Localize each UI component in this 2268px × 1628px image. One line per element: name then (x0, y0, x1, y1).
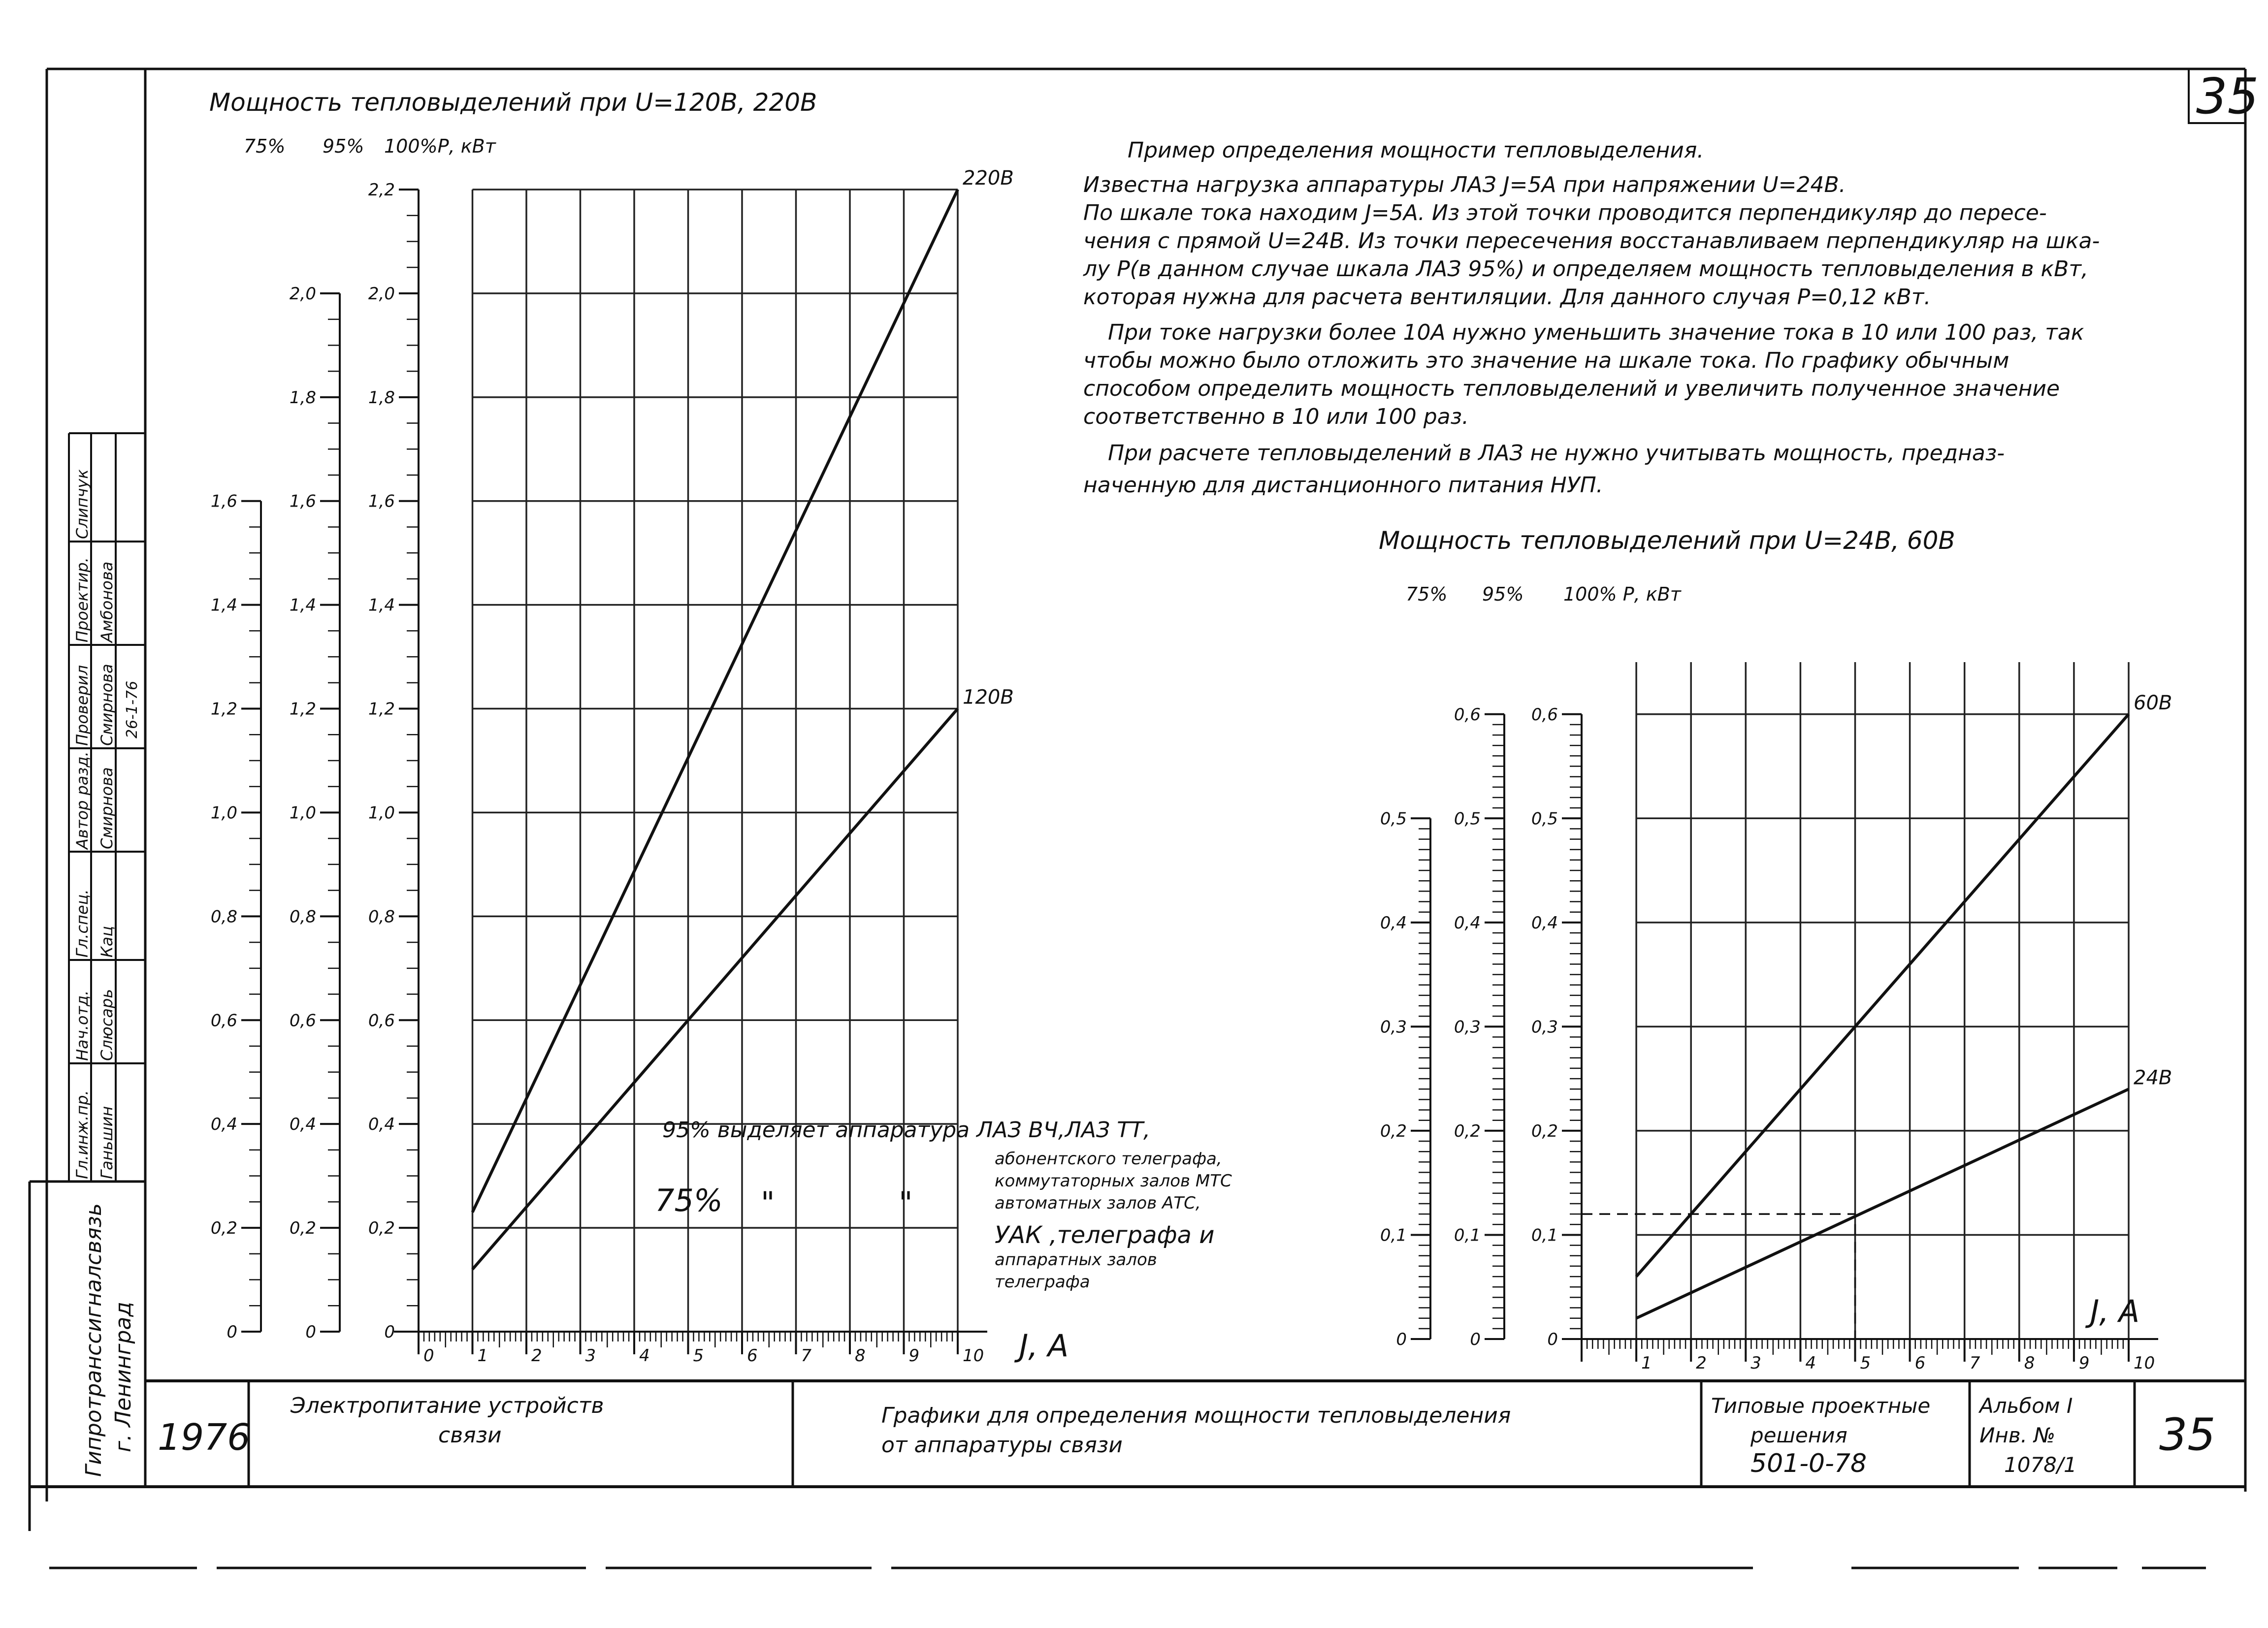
x-tick-label: 1 (1641, 1353, 1652, 1373)
scale-tick-label: 2,0 (368, 284, 395, 304)
stamp-description-line2: от аппаратуры связи (881, 1433, 1123, 1458)
x-tick-label: 1 (477, 1346, 488, 1366)
scale-tick-label: 1,8 (289, 387, 316, 408)
page-number: 35 (2196, 67, 2259, 125)
stamp-description-line1: Графики для определения мощности тепловыделения (881, 1403, 1511, 1428)
scale-tick-label: 0,8 (368, 907, 395, 927)
x-tick-label: 8 (2024, 1353, 2035, 1373)
left-scale-100-header: 100%Р, кВт (384, 135, 496, 157)
left-legend-line: аппаратных залов (995, 1250, 1157, 1270)
staff-role: Автор разд. (73, 751, 92, 849)
example-line: способом определить мощность тепловыделений и увеличить полученное значение (1083, 376, 2060, 401)
scale-tick-label: 0,3 (1380, 1017, 1407, 1037)
left-legend-line: телеграфа (995, 1272, 1090, 1292)
stamp-subject-line2: связи (438, 1423, 502, 1448)
scale-tick-label: 0,2 (210, 1218, 237, 1239)
scale-tick-label: 0,2 (1380, 1121, 1407, 1141)
example-line: чтобы можно было отложить это значение на шкале тока. По графику обычным (1083, 348, 2009, 373)
scale-tick-label: 0,1 (1531, 1225, 1558, 1245)
stamp-album-line3: 1078/1 (2004, 1453, 2077, 1477)
left-legend-line: абонентского телеграфа, (995, 1149, 1222, 1169)
scale-tick-label: 1,8 (368, 387, 395, 408)
scale-tick-label: 0,2 (289, 1218, 316, 1239)
left-legend-95: 95% выделяет аппаратура ЛАЗ ВЧ,ЛАЗ ТТ, (662, 1117, 1150, 1143)
x-tick-label: 4 (1805, 1353, 1816, 1373)
scale-tick-label: 0,4 (289, 1115, 316, 1135)
x-tick-label: 9 (908, 1346, 920, 1366)
example-line: чения с прямой U=24В. Из точки пересечения восстанавливаем перпендикуляр на шка- (1083, 228, 2100, 254)
scale-tick-label: 1,2 (210, 699, 237, 719)
x-tick-label: 5 (1860, 1353, 1871, 1373)
x-tick-label: 0 (423, 1346, 434, 1366)
scale-tick-label: 0,2 (368, 1218, 395, 1239)
series-line (473, 190, 958, 1212)
x-tick-label: 5 (693, 1346, 704, 1366)
scale-tick-label: 0,6 (210, 1011, 237, 1031)
scale-tick-label: 0,4 (1454, 913, 1481, 933)
organization-city: г. Ленинград (111, 1302, 136, 1452)
left-chart-labels (209, 88, 1232, 1364)
scale-tick-label: 0 (384, 1322, 395, 1342)
scale-tick-label: 0,8 (289, 907, 316, 927)
example-text (1083, 138, 2100, 498)
x-tick-label: 6 (1914, 1353, 1926, 1373)
scale-tick-label: 0,5 (1454, 809, 1481, 829)
scale-tick-label: 1,0 (368, 803, 395, 823)
scale-tick-label: 1,2 (289, 699, 316, 719)
staff-name: Амбонова (97, 561, 116, 642)
scale-tick-label: 0 (1470, 1330, 1481, 1349)
scale-tick-label: 0,6 (289, 1011, 316, 1031)
staff-date: 26-1-76 (124, 680, 141, 738)
left-chart-title: Мощность тепловыделений при U=120В, 220В (209, 88, 817, 117)
scale-tick-label: 1,0 (289, 803, 316, 823)
scale-tick-label: 1,6 (368, 491, 395, 511)
scale-tick-label: 0,4 (210, 1115, 237, 1135)
series-label: 60В (2134, 691, 2172, 714)
stamp-album-line1: Альбом I (1979, 1394, 2073, 1418)
x-tick-label: 4 (639, 1346, 650, 1366)
scale-tick-label: 0,3 (1531, 1017, 1558, 1037)
scale-tick-label: 1,0 (210, 803, 237, 823)
scale-tick-label: 0,4 (1380, 913, 1407, 933)
left-chart (211, 167, 1014, 1366)
scale-tick-label: 0 (305, 1322, 316, 1342)
right-scale-100-header: 100% Р, кВт (1563, 583, 1681, 605)
title-block (158, 1393, 2216, 1478)
right-chart (1380, 662, 2172, 1373)
staff-role: Гл.спец. (73, 889, 92, 958)
stamp-series-line1: Типовые проектные (1711, 1394, 1931, 1418)
scale-tick-label: 0,2 (1454, 1121, 1481, 1141)
x-tick-label: 7 (1969, 1353, 1980, 1373)
signature-table-text (73, 469, 141, 1179)
scale-tick-label: 2,2 (368, 180, 395, 200)
example-line: лу Р(в данном случае шкала ЛАЗ 95%) и определяем мощность тепловыделения в кВт, (1083, 256, 2088, 282)
left-legend-75: 75% (655, 1182, 723, 1218)
scale-tick-label: 1,4 (368, 595, 395, 615)
example-line: которая нужна для расчета вентиляции. Для данного случая Р=0,12 кВт. (1083, 285, 1931, 310)
left-scale-95-header: 95% (323, 135, 364, 157)
annotation-dashed-line (1582, 1214, 1855, 1339)
series-label: 220В (963, 167, 1014, 190)
staff-name: Смирнова (97, 664, 116, 746)
scale-tick-label: 1,6 (210, 491, 237, 511)
scale-tick-label: 1,2 (368, 699, 395, 719)
x-tick-label: 8 (855, 1346, 866, 1366)
left-scale-75-header: 75% (244, 135, 286, 157)
staff-name: Кац (97, 926, 116, 958)
scale-tick-label: 1,4 (289, 595, 316, 615)
series-line (1636, 1089, 2129, 1318)
right-x-axis-label: J, A (2090, 1293, 2140, 1329)
example-line: соответственно в 10 или 100 раз. (1083, 404, 1469, 429)
stamp-subject-line1: Электропитание устройств (291, 1393, 604, 1418)
left-x-axis-label: J, A (1019, 1328, 1069, 1364)
scale-tick-label: 0,6 (1531, 704, 1558, 725)
series-line (1636, 714, 2129, 1277)
x-tick-label: 2 (531, 1346, 542, 1366)
x-tick-label: 2 (1696, 1353, 1707, 1373)
scale-tick-label: 0,2 (1531, 1121, 1558, 1141)
x-tick-label: 6 (747, 1346, 758, 1366)
scale-tick-label: 2,0 (289, 284, 316, 304)
stamp-album-line2: Инв. № (1979, 1423, 2056, 1447)
left-legend-ditto-2: " (899, 1185, 913, 1221)
right-chart-title: Мощность тепловыделений при U=24В, 60В (1379, 526, 1955, 555)
example-line: При токе нагрузки более 10А нужно уменьшить значение тока в 10 или 100 раз, так (1108, 320, 2084, 345)
scale-tick-label: 0 (1547, 1330, 1558, 1349)
scale-tick-label: 0,6 (1454, 704, 1481, 725)
stamp-sheet-number: 35 (2159, 1409, 2216, 1461)
left-legend-line: УАК ,телеграфа и (995, 1221, 1215, 1249)
scale-tick-label: 0,6 (368, 1011, 395, 1031)
staff-role: Гл.инж.пр. (73, 1090, 92, 1179)
stamp-year: 1976 (158, 1416, 251, 1459)
staff-name: Слюсарь (97, 989, 116, 1061)
scale-tick-label: 0 (1396, 1330, 1407, 1349)
scale-tick-label: 0 (227, 1322, 237, 1342)
example-heading: Пример определения мощности тепловыделения. (1128, 138, 1704, 163)
right-scale-75-header: 75% (1406, 583, 1448, 605)
example-line: При расчете тепловыделений в ЛАЗ не нужно учитывать мощность, предназ- (1108, 441, 2005, 466)
staff-name: Ганьшин (97, 1106, 116, 1179)
scale-tick-label: 0,3 (1454, 1017, 1481, 1037)
series-label: 120В (963, 686, 1014, 709)
right-scale-95-header: 95% (1482, 583, 1524, 605)
staff-name: Смирнова (97, 767, 116, 849)
scale-tick-label: 0,4 (1531, 913, 1558, 933)
scale-tick-label: 0,1 (1380, 1225, 1407, 1245)
x-tick-label: 10 (963, 1346, 984, 1366)
scale-tick-label: 0,5 (1531, 809, 1558, 829)
staff-role: Проектир. (73, 557, 92, 642)
scale-tick-label: 0,8 (210, 907, 237, 927)
x-tick-label: 3 (1750, 1353, 1761, 1373)
staff-role: Проверил (73, 665, 92, 746)
right-chart-labels (1379, 526, 2139, 1329)
scale-tick-label: 0,4 (368, 1115, 395, 1135)
example-line: наченную для дистанционного питания НУП. (1083, 473, 1603, 498)
organization-name: Гипротранссигналсвязь (81, 1203, 106, 1477)
stamp-series-line2: решения (1750, 1423, 1847, 1447)
example-line: По шкале тока находим J=5А. Из этой точки проводится перпендикуляр до пересе- (1083, 200, 2047, 225)
x-tick-label: 7 (801, 1346, 812, 1366)
series-label: 24В (2134, 1066, 2172, 1089)
organization-block (81, 1203, 136, 1477)
x-tick-label: 3 (585, 1346, 596, 1366)
left-legend-line: автоматных залов АТС, (995, 1193, 1201, 1213)
x-tick-label: 10 (2134, 1353, 2155, 1373)
scale-tick-label: 1,4 (210, 595, 237, 615)
staff-role: Слипчук (73, 469, 92, 539)
scale-tick-label: 1,6 (289, 491, 316, 511)
scale-tick-label: 0,1 (1454, 1225, 1481, 1245)
x-tick-label: 9 (2078, 1353, 2090, 1373)
example-line: Известна нагрузка аппаратуры ЛАЗ J=5А при напряжении U=24В. (1083, 172, 1846, 197)
left-legend-ditto-1: " (761, 1185, 775, 1221)
stamp-series-code: 501-0-78 (1750, 1449, 1867, 1478)
staff-role: Нач.отд. (73, 990, 92, 1061)
left-legend-line: коммутаторных залов МТС (995, 1171, 1232, 1191)
scale-tick-label: 0,5 (1380, 809, 1407, 829)
